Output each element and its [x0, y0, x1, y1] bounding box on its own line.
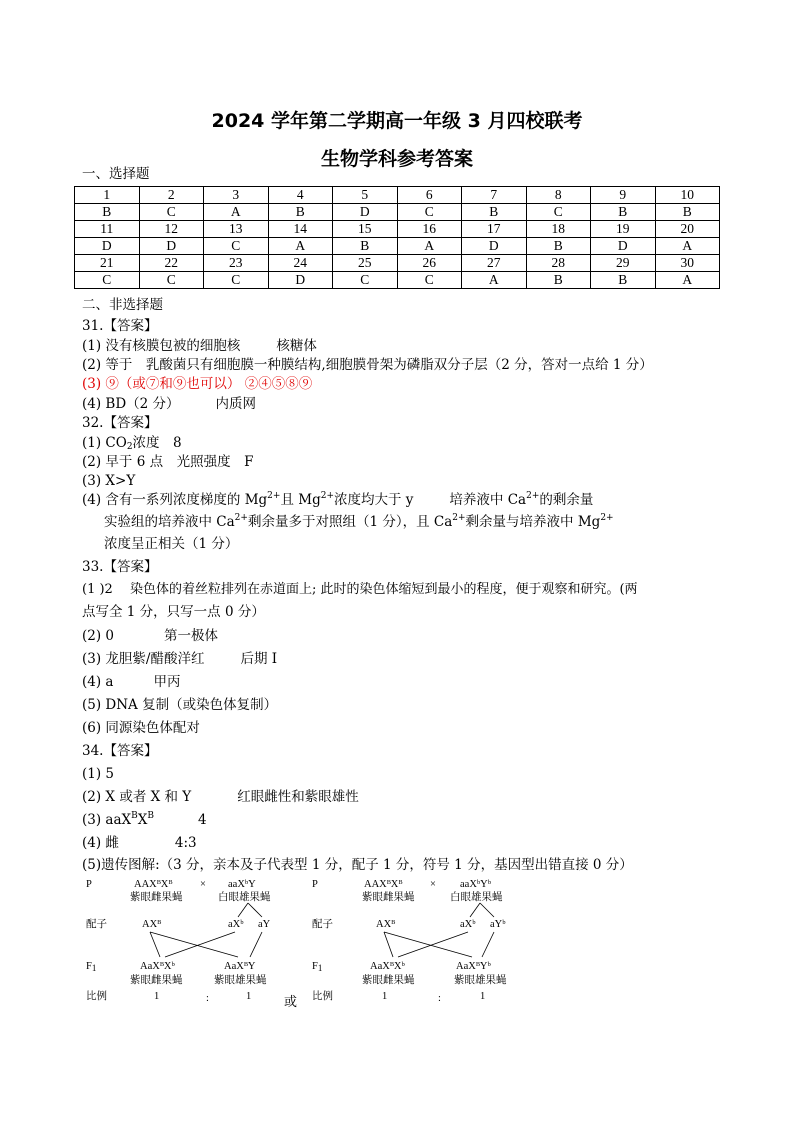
answer-cell: D — [333, 204, 398, 221]
answer-cell: C — [397, 204, 462, 221]
left-parent1: AAXᴮXᴮ — [134, 879, 173, 890]
q31-answer-1 — [82, 338, 317, 354]
answer-row — [75, 204, 720, 221]
answer-cell: D — [268, 272, 333, 289]
question-number-cell: 28 — [526, 255, 591, 272]
question-number-cell: 2 — [139, 187, 204, 204]
q32-5b: 剩余量多于对照组（1 分），且 Ca — [247, 514, 453, 530]
question-number-cell: 21 — [75, 255, 140, 272]
page-title: 2024 学年第二学期高一年级 3 月四校联考 — [211, 110, 583, 132]
right-pheno2: 白眼雄果蝇 — [450, 892, 503, 903]
q34-3b: X — [137, 812, 148, 828]
q32-1a: (1) CO — [82, 435, 127, 451]
q32-5c: 剩余量与培养液中 Mg — [465, 514, 601, 530]
question-number-cell: 25 — [333, 255, 398, 272]
question-number-cell: 15 — [333, 221, 398, 238]
answer-cell: A — [397, 238, 462, 255]
right-f1: F — [312, 961, 318, 972]
left-ratio-label: 比例 — [86, 991, 107, 1002]
q32-4-sup1: 2+ — [267, 491, 281, 501]
q34-4b: 4:3 — [174, 835, 197, 851]
question-number-cell: 4 — [268, 187, 333, 204]
q32-1-sub: 2 — [126, 442, 133, 452]
q33-3a: (3) 龙胆紫/醋酸洋红 — [82, 651, 205, 667]
answer-cell: A — [462, 272, 527, 289]
answer-cell: A — [655, 272, 720, 289]
line-right-g1-o1 — [384, 932, 393, 957]
question-number-cell: 22 — [139, 255, 204, 272]
q31-answer-4 — [82, 396, 256, 412]
answer-cell: B — [268, 204, 333, 221]
q32-5-sup2: 2+ — [452, 513, 466, 523]
q34-3a: (3) aaX — [82, 812, 132, 828]
q33-answer-3 — [82, 651, 277, 667]
answer-cell: A — [268, 238, 333, 255]
question-number-cell: 7 — [462, 187, 527, 204]
q32-answer-2: (2) 早于 6 点 光照强度 F — [82, 454, 254, 470]
right-offpheno1: 紫眼雌果蝇 — [362, 975, 415, 986]
question-number-cell: 23 — [204, 255, 269, 272]
answer-cell: B — [591, 204, 656, 221]
question-number-cell: 27 — [462, 255, 527, 272]
right-ratio-colon: : — [438, 993, 441, 1004]
right-gamete1: AXᴮ — [376, 919, 396, 930]
q32-5a: 实验组的培养液中 Ca — [104, 514, 235, 530]
q33-4a: (4) a — [82, 674, 114, 690]
left-parent2: aaXᵇY — [228, 879, 256, 890]
q32-1b: 浓度 8 — [132, 435, 182, 451]
right-cross: × — [430, 879, 436, 890]
left-offspring2: AaXᴮY — [224, 961, 256, 972]
q33-4b: 甲丙 — [153, 674, 181, 690]
q33-answer-1: (1 )2 染色体的着丝粒排列在赤道面上; 此时的染色体缩短到最小的程度，便于观察和研究。(两 — [82, 582, 638, 597]
answer-cell: B — [75, 204, 140, 221]
q34-3-sup2: B — [147, 811, 154, 821]
right-f1-sub: 1 — [317, 963, 323, 973]
left-gamete-label: 配子 — [86, 919, 107, 930]
q31-4b: 内质网 — [215, 396, 257, 412]
answer-cell: D — [462, 238, 527, 255]
q33-2a: (2) 0 — [82, 628, 115, 644]
q34-answer-1: (1) 5 — [82, 766, 115, 782]
left-f1-sub: 1 — [91, 963, 97, 973]
q34-answer-5: (5)遗传图解:（3 分，亲本及子代表型 1 分，配子 1 分，符号 1 分，基因型出错直接 0 分） — [82, 857, 633, 873]
answer-table — [74, 186, 720, 289]
left-pheno2: 白眼雄果蝇 — [218, 892, 271, 903]
right-parent1: AAXᴮXᴮ — [364, 879, 403, 890]
line-right-g3-o2 — [482, 932, 494, 957]
question-number-cell: 6 — [397, 187, 462, 204]
question-number-cell: 19 — [591, 221, 656, 238]
right-offpheno2: 紫眼雄果蝇 — [454, 975, 507, 986]
right-parent2: aaXᵇYᵇ — [460, 879, 491, 890]
right-ratio2: 1 — [480, 991, 486, 1002]
line-left-g1-o2 — [150, 932, 238, 957]
section2-heading: 二、非选择题 — [82, 297, 163, 313]
answer-cell: C — [75, 272, 140, 289]
left-pheno1: 紫眼雌果蝇 — [130, 892, 183, 903]
q32-answer-1 — [82, 435, 182, 451]
answer-cell: B — [333, 238, 398, 255]
line-right-g1-o2 — [384, 932, 472, 957]
answer-cell: D — [591, 238, 656, 255]
left-gamete2: aXᵇ — [228, 919, 244, 930]
question-number-cell: 30 — [655, 255, 720, 272]
q33-answer-6: (6) 同源染色体配对 — [82, 720, 200, 736]
answer-cell: C — [139, 272, 204, 289]
left-f1-label — [86, 961, 96, 973]
answer-row — [75, 238, 720, 255]
q31-4a: (4) BD（2 分） — [82, 396, 180, 412]
q33-answer-4 — [82, 674, 180, 690]
answer-cell: C — [397, 272, 462, 289]
question-number-cell: 24 — [268, 255, 333, 272]
left-f1: F — [86, 961, 92, 972]
right-offspring2: AaXᴮYᵇ — [456, 961, 491, 972]
right-p-label: P — [312, 879, 318, 890]
left-gamete1: AXᴮ — [142, 919, 162, 930]
line-right-g2-o1 — [398, 932, 468, 957]
q32-4d: 培养液中 Ca — [449, 492, 527, 508]
left-ratio-colon: : — [206, 993, 209, 1004]
q33-answer-5: (5) DNA 复制（或染色体复制） — [82, 697, 278, 713]
answer-cell: A — [204, 204, 269, 221]
right-ratio1: 1 — [382, 991, 388, 1002]
q32-4-sup3: 2+ — [526, 491, 540, 501]
answer-cell: D — [75, 238, 140, 255]
question-number-cell: 26 — [397, 255, 462, 272]
q34-heading: 34.【答案】 — [82, 743, 158, 759]
question-number-cell: 17 — [462, 221, 527, 238]
q31-answer-3: (3) ⑨（或⑦和⑨也可以） ②④⑤⑧⑨ — [82, 376, 313, 392]
q33-3b: 后期 I — [240, 651, 278, 667]
q32-heading: 32.【答案】 — [82, 415, 158, 431]
left-cross: × — [200, 879, 206, 890]
line-right-p2-g3 — [480, 903, 494, 917]
question-number-row — [75, 221, 720, 238]
right-gamete-label: 配子 — [312, 919, 333, 930]
left-offpheno2: 紫眼雄果蝇 — [214, 975, 267, 986]
right-gamete3: aYᵇ — [490, 919, 506, 930]
or-label: 或 — [284, 994, 298, 1009]
question-number-cell: 18 — [526, 221, 591, 238]
question-number-cell: 3 — [204, 187, 269, 204]
page-subtitle: 生物学科参考答案 — [320, 148, 473, 170]
q32-4-sup2: 2+ — [320, 491, 334, 501]
left-offpheno1: 紫眼雌果蝇 — [130, 975, 183, 986]
answer-cell: B — [462, 204, 527, 221]
q33-answer-2 — [82, 628, 218, 644]
answer-row — [75, 272, 720, 289]
line-left-p2-g3 — [248, 903, 262, 917]
right-gamete2: aXᵇ — [460, 919, 476, 930]
question-number-cell: 8 — [526, 187, 591, 204]
question-number-cell: 10 — [655, 187, 720, 204]
right-ratio-label: 比例 — [312, 991, 333, 1002]
line-left-g1-o1 — [150, 932, 160, 957]
answer-cell: B — [526, 272, 591, 289]
line-left-p2-g2 — [238, 903, 248, 917]
left-ratio2: 1 — [246, 991, 252, 1002]
q34-3-sup1: B — [131, 811, 138, 821]
q32-4c: 浓度均大于 y — [334, 492, 414, 508]
q32-answer-3: (3) X>Y — [82, 473, 136, 489]
answer-cell: C — [204, 272, 269, 289]
left-offspring1: AaXᴮXᵇ — [140, 961, 175, 972]
q33-answer-1b: 点写全 1 分，只写一点 0 分） — [82, 604, 265, 620]
q31-1b: 核糖体 — [276, 338, 317, 354]
answer-cell: B — [526, 238, 591, 255]
question-number-row — [75, 187, 720, 204]
line-left-g3-o2 — [250, 932, 262, 957]
question-number-cell: 1 — [75, 187, 140, 204]
question-number-cell: 20 — [655, 221, 720, 238]
q34-answer-4 — [82, 835, 197, 851]
question-number-cell: 5 — [333, 187, 398, 204]
q32-4b: 且 Mg — [280, 492, 321, 508]
answer-cell: B — [655, 204, 720, 221]
q32-4a: (4) 含有一系列浓度梯度的 Mg — [82, 492, 268, 508]
q32-5-sup3: 2+ — [600, 513, 614, 523]
q33-2b: 第一极体 — [164, 628, 219, 644]
right-pheno1: 紫眼雌果蝇 — [362, 892, 415, 903]
q34-2b: 红眼雌性和紫眼雄性 — [237, 789, 359, 805]
q33-heading: 33.【答案】 — [82, 559, 158, 575]
answer-cell: B — [591, 272, 656, 289]
answer-cell: D — [139, 238, 204, 255]
answer-cell: C — [204, 238, 269, 255]
left-ratio1: 1 — [154, 991, 160, 1002]
right-offspring1: AaXᴮXᵇ — [370, 961, 405, 972]
q34-answer-2 — [82, 789, 359, 805]
q34-3c: 4 — [198, 812, 207, 828]
question-number-cell: 11 — [75, 221, 140, 238]
q34-2a: (2) X 或者 X 和 Y — [82, 789, 192, 805]
question-number-cell: 12 — [139, 221, 204, 238]
answer-cell: C — [139, 204, 204, 221]
answer-cell: C — [333, 272, 398, 289]
question-number-cell: 29 — [591, 255, 656, 272]
left-gamete3: aY — [258, 919, 271, 930]
section1-heading: 一、选择题 — [82, 166, 150, 182]
q32-answer-4 — [82, 492, 593, 508]
left-p-label: P — [86, 879, 92, 890]
line-right-p2-g2 — [470, 903, 480, 917]
question-number-cell: 9 — [591, 187, 656, 204]
q34-answer-3 — [82, 812, 207, 828]
q34-4a: (4) 雌 — [82, 835, 119, 851]
q31-heading: 31.【答案】 — [82, 318, 158, 334]
question-number-cell: 13 — [204, 221, 269, 238]
q32-answer-6: 浓度呈正相关（1 分） — [104, 536, 239, 552]
question-number-cell: 16 — [397, 221, 462, 238]
line-left-g2-o1 — [165, 932, 235, 957]
q32-4e: 的剩余量 — [539, 492, 594, 508]
q32-answer-5 — [104, 514, 614, 530]
answer-cell: A — [655, 238, 720, 255]
question-number-row — [75, 255, 720, 272]
question-number-cell: 14 — [268, 221, 333, 238]
q32-5-sup1: 2+ — [234, 513, 248, 523]
right-f1-label — [312, 961, 322, 973]
q31-answer-2: (2) 等于 乳酸菌只有细胞膜一种膜结构,细胞膜骨架为磷脂双分子层（2 分，答对一点给 1 分） — [82, 357, 653, 373]
answer-cell: C — [526, 204, 591, 221]
q31-1a: (1) 没有核膜包被的细胞核 — [82, 338, 241, 354]
